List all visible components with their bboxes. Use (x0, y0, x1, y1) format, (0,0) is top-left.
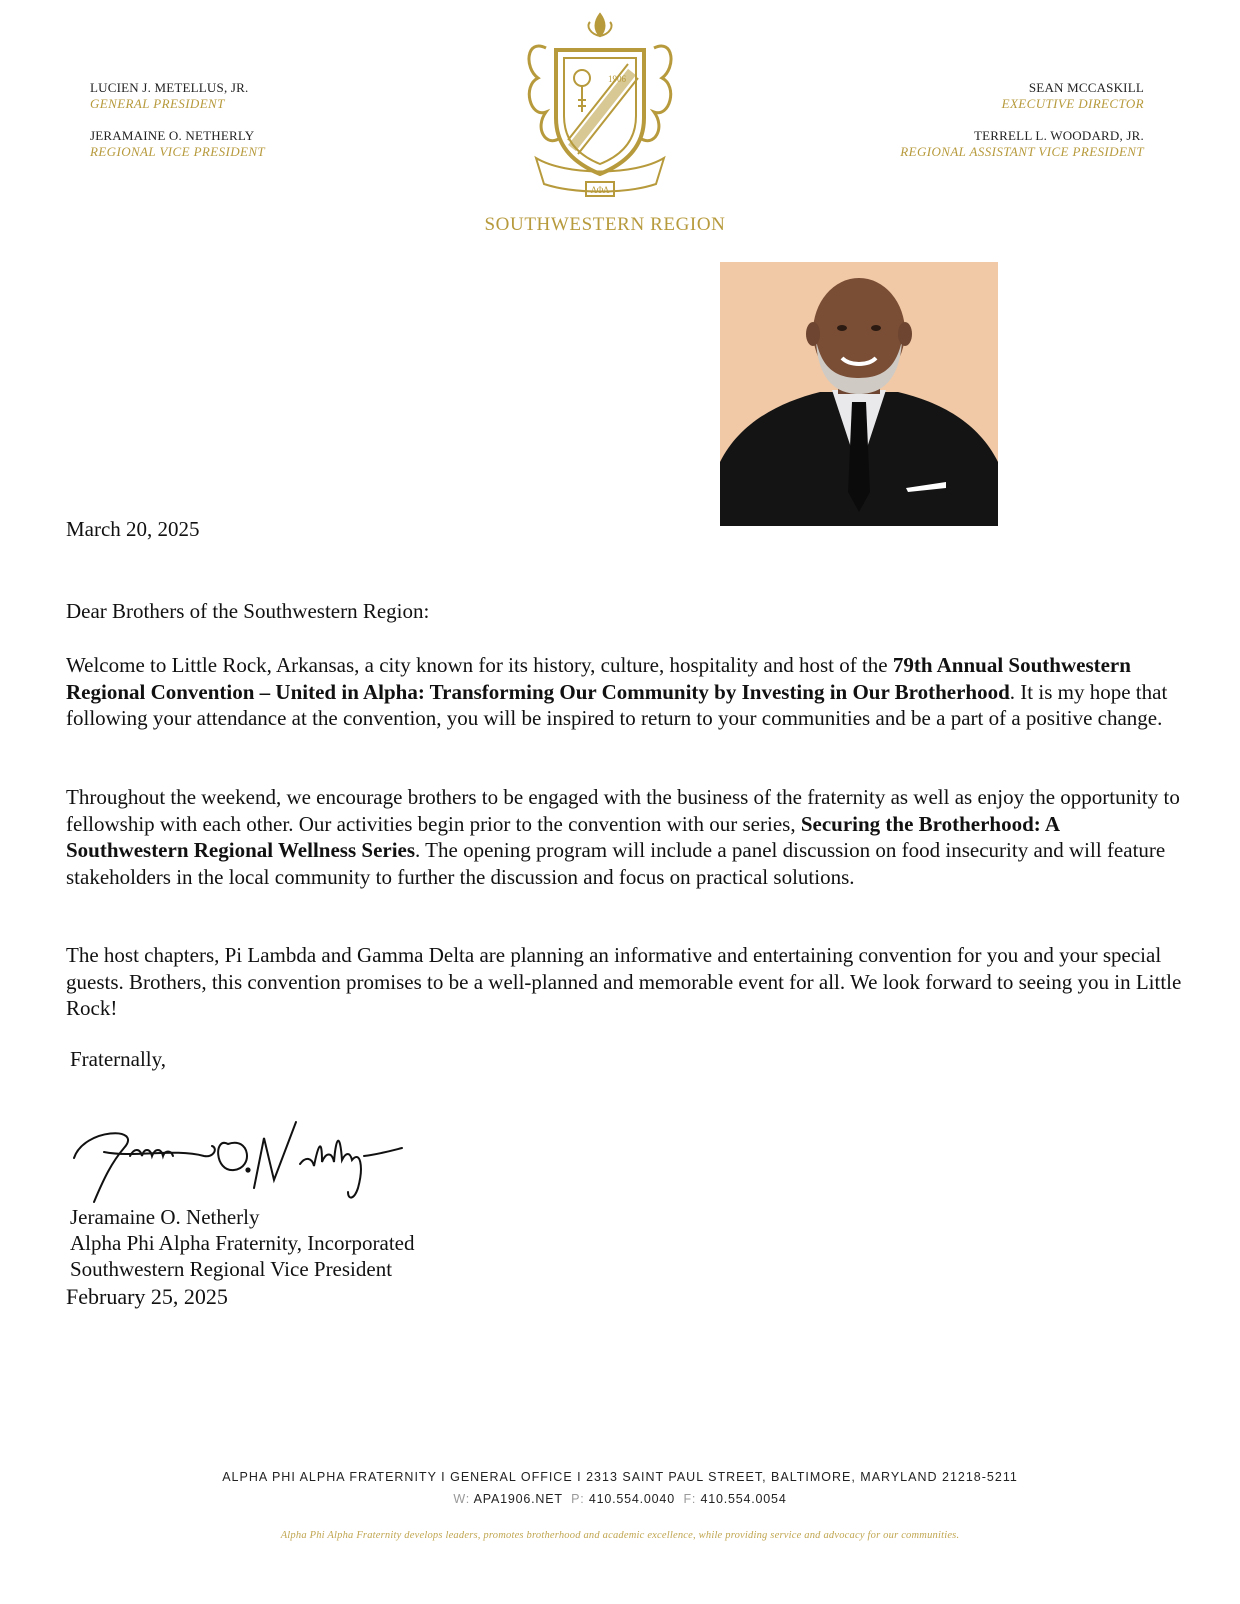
convention-title: 79th Annual Southwestern Regional Convention – United in Alpha: Transforming Our Community by Investing in Our Brotherhood (66, 653, 1131, 704)
paragraph-weekend-text-a: Throughout the weekend, we encourage brothers to be engaged with the business of the fraternity as well as enjoy the opportunity to fellowship with each other. Our activities begin prior to the convention with our series, (66, 785, 1180, 836)
signatory-organization: Alpha Phi Alpha Fraternity, Incorporated (70, 1231, 415, 1255)
phone-number: 410.554.0040 (588, 1492, 675, 1506)
salutation: Dear Brothers of the Southwestern Region: (66, 599, 430, 623)
paragraph-host-chapters: The host chapters, Pi Lambda and Gamma Delta are planning an informative and entertaining convention for you and your special guests. Brothers, this convention promises to be a well-planned and memorable event for all. We look forward to seeing you in Little Rock! (66, 943, 1182, 1020)
website-link[interactable]: APA1906.NET (473, 1492, 563, 1506)
officer-name: LUCIEN J. METELLUS, JR. (90, 80, 249, 95)
paragraph-welcome-text-a: Welcome to Little Rock, Arkansas, a city known for its history, culture, hospitality and host of the (66, 653, 893, 677)
officer-title: EXECUTIVE DIRECTOR (1001, 96, 1144, 111)
crest-letters: ΑΦΑ (590, 185, 610, 195)
signatory-name: Jeramaine O. Netherly (70, 1205, 260, 1229)
officer-executive-director (1002, 80, 1144, 112)
paragraph-weekend (66, 784, 1184, 890)
paragraph-welcome (66, 652, 1184, 732)
officer-regional-vice-president (90, 128, 265, 160)
web-label: W: (453, 1492, 471, 1506)
officer-name: JERAMAINE O. NETHERLY (90, 128, 255, 143)
closing: Fraternally, (70, 1047, 167, 1071)
officer-title: GENERAL PRESIDENT (90, 96, 225, 111)
officer-name: TERRELL L. WOODARD, JR. (974, 128, 1144, 143)
officer-regional-assistant-vice-president (900, 128, 1144, 160)
crest-year: 1906 (608, 74, 626, 84)
region-label: SOUTHWESTERN REGION (484, 214, 726, 235)
portrait-photo (720, 262, 998, 526)
fax-label: F: (683, 1492, 697, 1506)
signatory-title: Southwestern Regional Vice President (70, 1257, 393, 1281)
handwritten-signature (64, 1118, 404, 1208)
letter-date: March 20, 2025 (66, 517, 200, 541)
paragraph-welcome-text-c: . It is my hope that following your attendance at the convention, you will be inspired to return to your communities and be a part of a positive change. (66, 679, 1168, 730)
fraternity-crest-logo (516, 8, 684, 208)
officer-name: SEAN MCCASKILL (1028, 80, 1144, 95)
paragraph-weekend-text-c: . The opening program will include a panel discussion on food insecurity and will feature stakeholders in the local community to further the discussion and focus on practical solutions. (66, 838, 1166, 889)
signature-date: February 25, 2025 (66, 1284, 228, 1309)
wellness-series-title: Securing the Brotherhood: A Southwestern Regional Wellness Series (66, 811, 1059, 862)
officer-title: REGIONAL VICE PRESIDENT (90, 144, 266, 159)
footer-contact (0, 1492, 1240, 1506)
footer-tagline: Alpha Phi Alpha Fraternity develops leaders, promotes brotherhood and academic excellence, while providing service and advocacy for our communities. (280, 1530, 960, 1541)
footer-address: ALPHA PHI ALPHA FRATERNITY I GENERAL OFFICE I 2313 SAINT PAUL STREET, BALTIMORE, MARYLAND 21218-5211 (222, 1470, 1018, 1484)
fax-number: 410.554.0054 (700, 1492, 787, 1506)
officer-title: REGIONAL ASSISTANT VICE PRESIDENT (900, 144, 1144, 159)
phone-label: P: (571, 1492, 585, 1506)
officer-general-president (90, 80, 248, 112)
